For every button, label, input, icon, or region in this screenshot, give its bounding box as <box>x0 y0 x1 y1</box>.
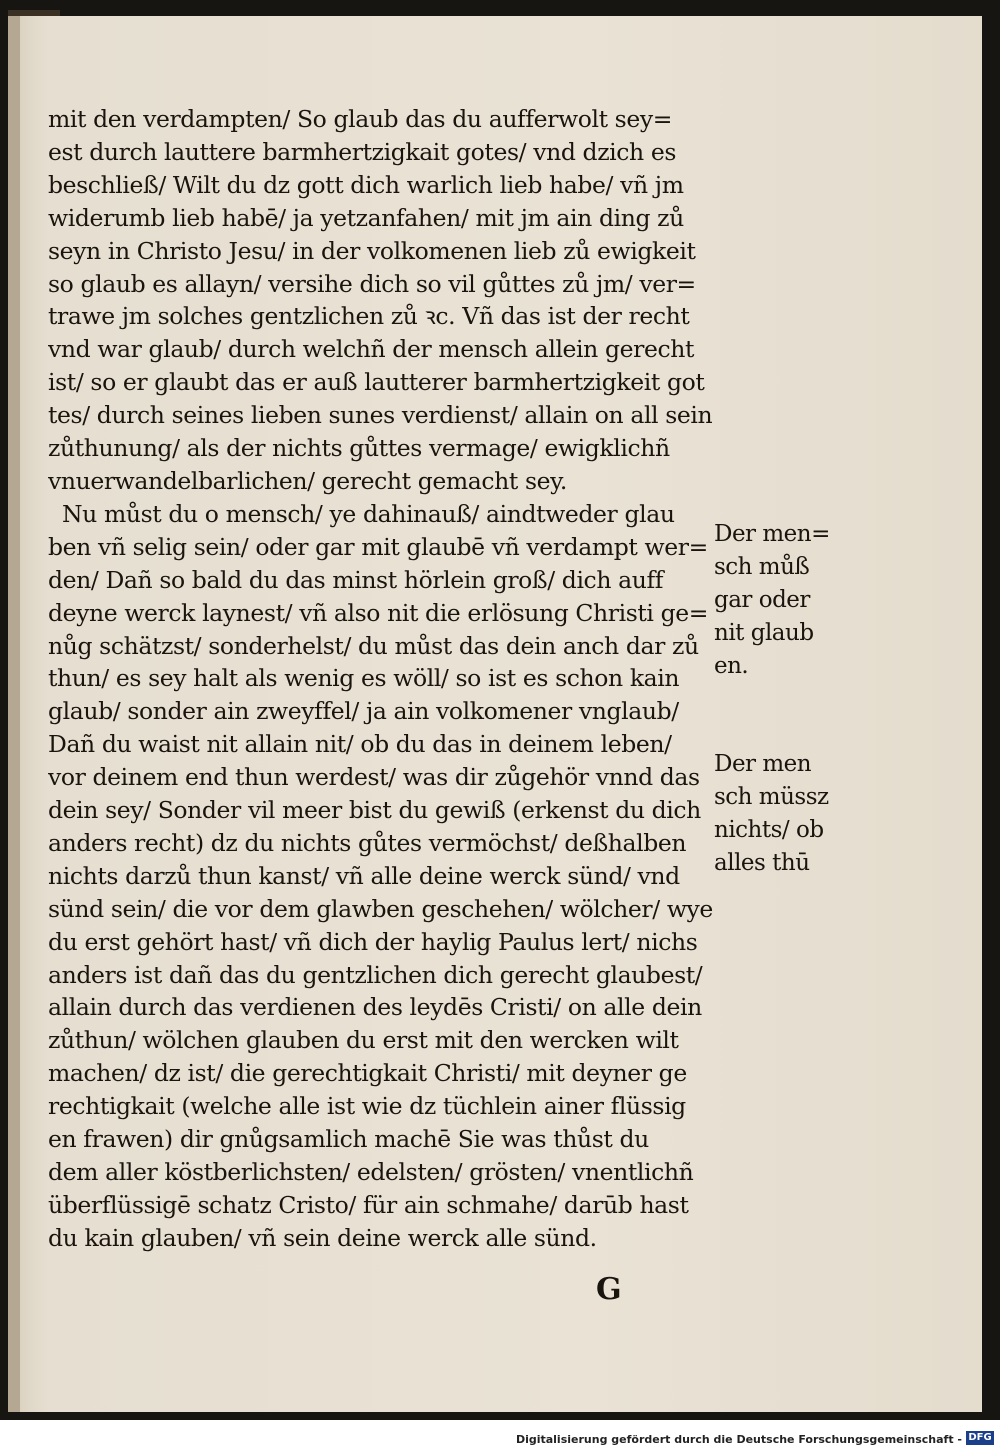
text-line: du kain glauben/ vñ sein deine werck alle sünd. <box>48 1223 597 1252</box>
signature-mark: G <box>596 1272 622 1307</box>
text-line: dein sey/ Sonder vil meer bist du gewiß (erkenst du dich <box>48 796 701 825</box>
text-line: mit den verdampten/ So glaub das du aufferwolt sey= <box>48 105 673 133</box>
marginal-note-line: Der men= <box>714 521 830 547</box>
text-line: glaub/ sonder ain zweyffel/ ja ain volkomener vnglaub/ <box>48 697 679 726</box>
text-line: deyne werck laynest/ vñ also nit die erlösung Christi ge= <box>48 598 709 627</box>
marginal-note-line: Der men <box>714 751 812 777</box>
marginal-note-line: nichts/ ob <box>714 816 824 843</box>
text-line: anders recht) dz du nichts gůtes vermöchst/ deßhalben <box>48 828 687 857</box>
text-line: est durch lauttere barmhertzigkait gotes/ vnd dzich es <box>48 137 677 166</box>
marginal-note-line: sch müssz <box>714 783 829 810</box>
text-line: widerumb lieb habē/ ja yetzanfahen/ mit jm ain ding zů <box>48 203 684 232</box>
text-line: du erst gehört hast/ vñ dich der haylig Paulus lert/ nichs <box>48 927 698 956</box>
marginal-note-2 <box>714 748 854 880</box>
text-line: Dañ du waist nit allain nit/ ob du das in deinem leben/ <box>48 730 672 759</box>
text-line: thun/ es sey halt als wenig es wöll/ so ist es schon kain <box>48 664 680 693</box>
text-line: zůthunung/ als der nichts gůttes vermage/ ewigklichñ <box>48 434 670 463</box>
text-line: allain durch das verdienen des leydēs Cristi/ on alle dein <box>48 993 702 1022</box>
text-line: nichts darzů thun kanst/ vñ alle deine werck sünd/ vnd <box>48 861 680 890</box>
footer-credit: Digitalisierung gefördert durch die Deutsche Forschungsgemeinschaft - <box>515 1433 962 1446</box>
main-text-block <box>48 103 718 1255</box>
text-line: trawe jm solches gentzlichen zů ꝛc. Vñ das ist der recht <box>48 302 690 331</box>
dfg-logo: DFG <box>966 1431 994 1445</box>
text-line: rechtigkait (welche alle ist wie dz tüchlein ainer flüssig <box>48 1092 686 1121</box>
marginal-note-line: sch můß <box>714 553 810 580</box>
text-line: den/ Dañ so bald du das minst hörlein groß/ dich auff <box>48 565 664 594</box>
text-line: en frawen) dir gnůgsamlich machē Sie was thůst du <box>48 1125 649 1154</box>
marginal-note-line: gar oder <box>714 586 810 613</box>
text-line: anders ist dañ das du gentzlichen dich gerecht glaubest/ <box>48 960 703 989</box>
text-line: machen/ dz ist/ die gerechtigkait Christi/ mit deyner ge <box>48 1059 687 1088</box>
text-line: sünd sein/ die vor dem glawben geschehen/ wölcher/ wye <box>48 894 713 923</box>
marginal-note-line: alles thū <box>714 849 810 876</box>
text-line: ist/ so er glaubt das er auß lautterer barmhertzigkeit got <box>48 368 705 397</box>
text-line: vor deinem end thun werdest/ was dir zůgehör vnnd das <box>48 763 700 792</box>
text-line: ben vñ selig sein/ oder gar mit glaubē vñ verdampt wer= <box>48 532 708 561</box>
text-line: vnuerwandelbarlichen/ gerecht gemacht sey. <box>48 466 568 495</box>
spine-edge <box>8 16 20 1412</box>
text-line: tes/ durch seines lieben sunes verdienst/ allain on all sein <box>48 401 713 430</box>
text-line: Nu můst du o mensch/ ye dahinauß/ aindtweder glau <box>62 499 675 528</box>
text-line: seyn in Christo Jesu/ in der volkomenen lieb zů ewigkeit <box>48 236 696 265</box>
text-line: so glaub es allayn/ versihe dich so vil gůttes zů jm/ ver= <box>48 269 696 298</box>
marginal-note-line: en. <box>714 652 749 679</box>
marginal-note-line: nit glaub <box>714 619 814 646</box>
text-line: vnd war glaub/ durch welchñ der mensch allein gerecht <box>48 335 695 364</box>
text-line: zůthun/ wölchen glauben du erst mit den wercken wilt <box>48 1026 679 1055</box>
marginal-note-1 <box>714 518 854 683</box>
text-line: dem aller köstberlichsten/ edelsten/ grösten/ vnentlichñ <box>48 1158 694 1186</box>
text-line: nůg schätzst/ sonderhelst/ du můst das dein anch dar zů <box>48 631 699 660</box>
text-line: überflüssigē schatz Cristo/ für ain schmahe/ darūb hast <box>48 1190 689 1219</box>
text-line: beschließ/ Wilt du dz gott dich warlich lieb habe/ vñ jm <box>48 170 684 199</box>
footer <box>0 1420 1000 1449</box>
